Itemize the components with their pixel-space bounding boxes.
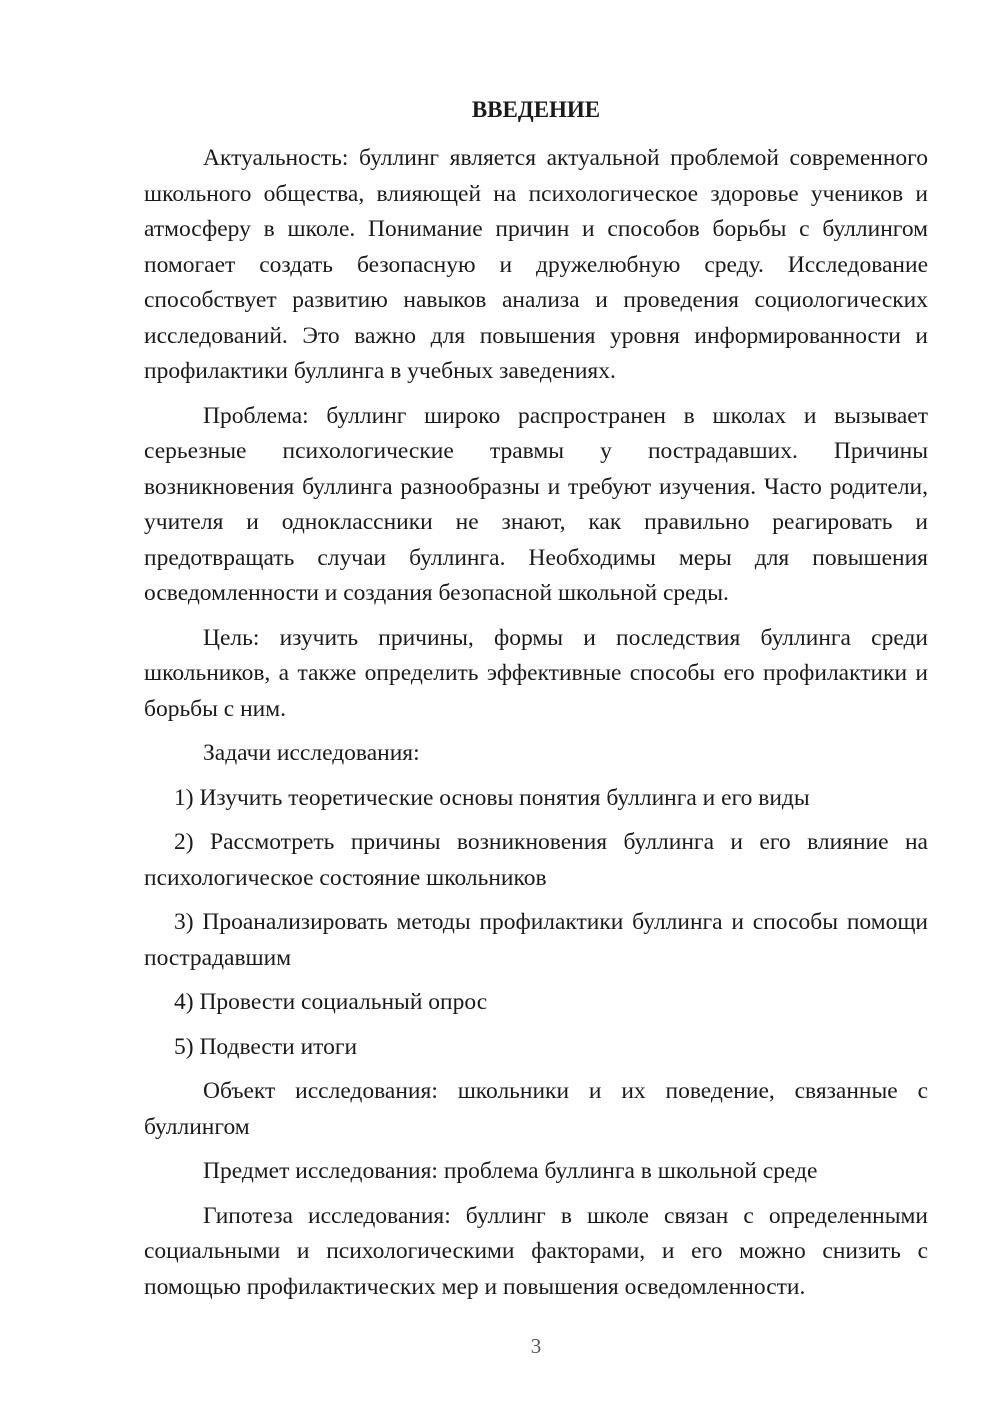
task-item: 2) Рассмотреть причины возникновения буллинга и его влияние на психологическое состояние школьников — [144, 829, 928, 891]
paragraph-relevance: Актуальность: буллинг является актуальной проблемой современного школьного общества, влияющей на психологическое здоровье учеников и атмосферу в школе. Понимание причин и способов борьбы с буллингом помогает создать безопасную и дружелюбную среду. Исследование способствует развитию навыков анализа и проведения социологических исследований. Это важно для повышения уровня информированности и профилактики буллинга в учебных заведениях. — [144, 145, 928, 384]
paragraph-goal: Цель: изучить причины, формы и последствия буллинга среди школьников, а также определить эффективные способы его профилактики и борьбы с ним. — [144, 624, 928, 722]
task-item: 1) Изучить теоретические основы понятия буллинга и его виды — [174, 784, 810, 811]
task-item: 5) Подвести итоги — [174, 1033, 358, 1060]
paragraph-object: Объект исследования: школьники и их поведение, связанные с буллингом — [144, 1078, 928, 1140]
section-title: ВВЕДЕНИЕ — [471, 97, 601, 122]
paragraph-subject: Предмет исследования: проблема буллинга в школьной среде — [203, 1158, 818, 1184]
document-body — [144, 92, 928, 1314]
task-item: 3) Проанализировать методы профилактики буллинга и способы помощи пострадавшим — [144, 909, 928, 971]
paragraph-hypothesis: Гипотеза исследования: буллинг в школе связан с определенными социальными и психологическими факторами, и его можно снизить с помощью профилактических мер и повышения осведомленности. — [144, 1202, 928, 1300]
page-number: 3 — [530, 1334, 542, 1358]
paragraph-problem: Проблема: буллинг широко распространен в школах и вызывает серьезные психологические травмы у пострадавших. Причины возникновения буллинга разнообразны и требуют изучения. Часто родители, учителя и одноклассники не знают, как правильно реагировать и предотвращать случаи буллинга. Необходимы меры для повышения осведомленности и создания безопасной школьной среды. — [144, 402, 928, 606]
task-item: 4) Провести социальный опрос — [174, 989, 488, 1015]
paragraph-tasks-heading: Задачи исследования: — [203, 740, 420, 766]
